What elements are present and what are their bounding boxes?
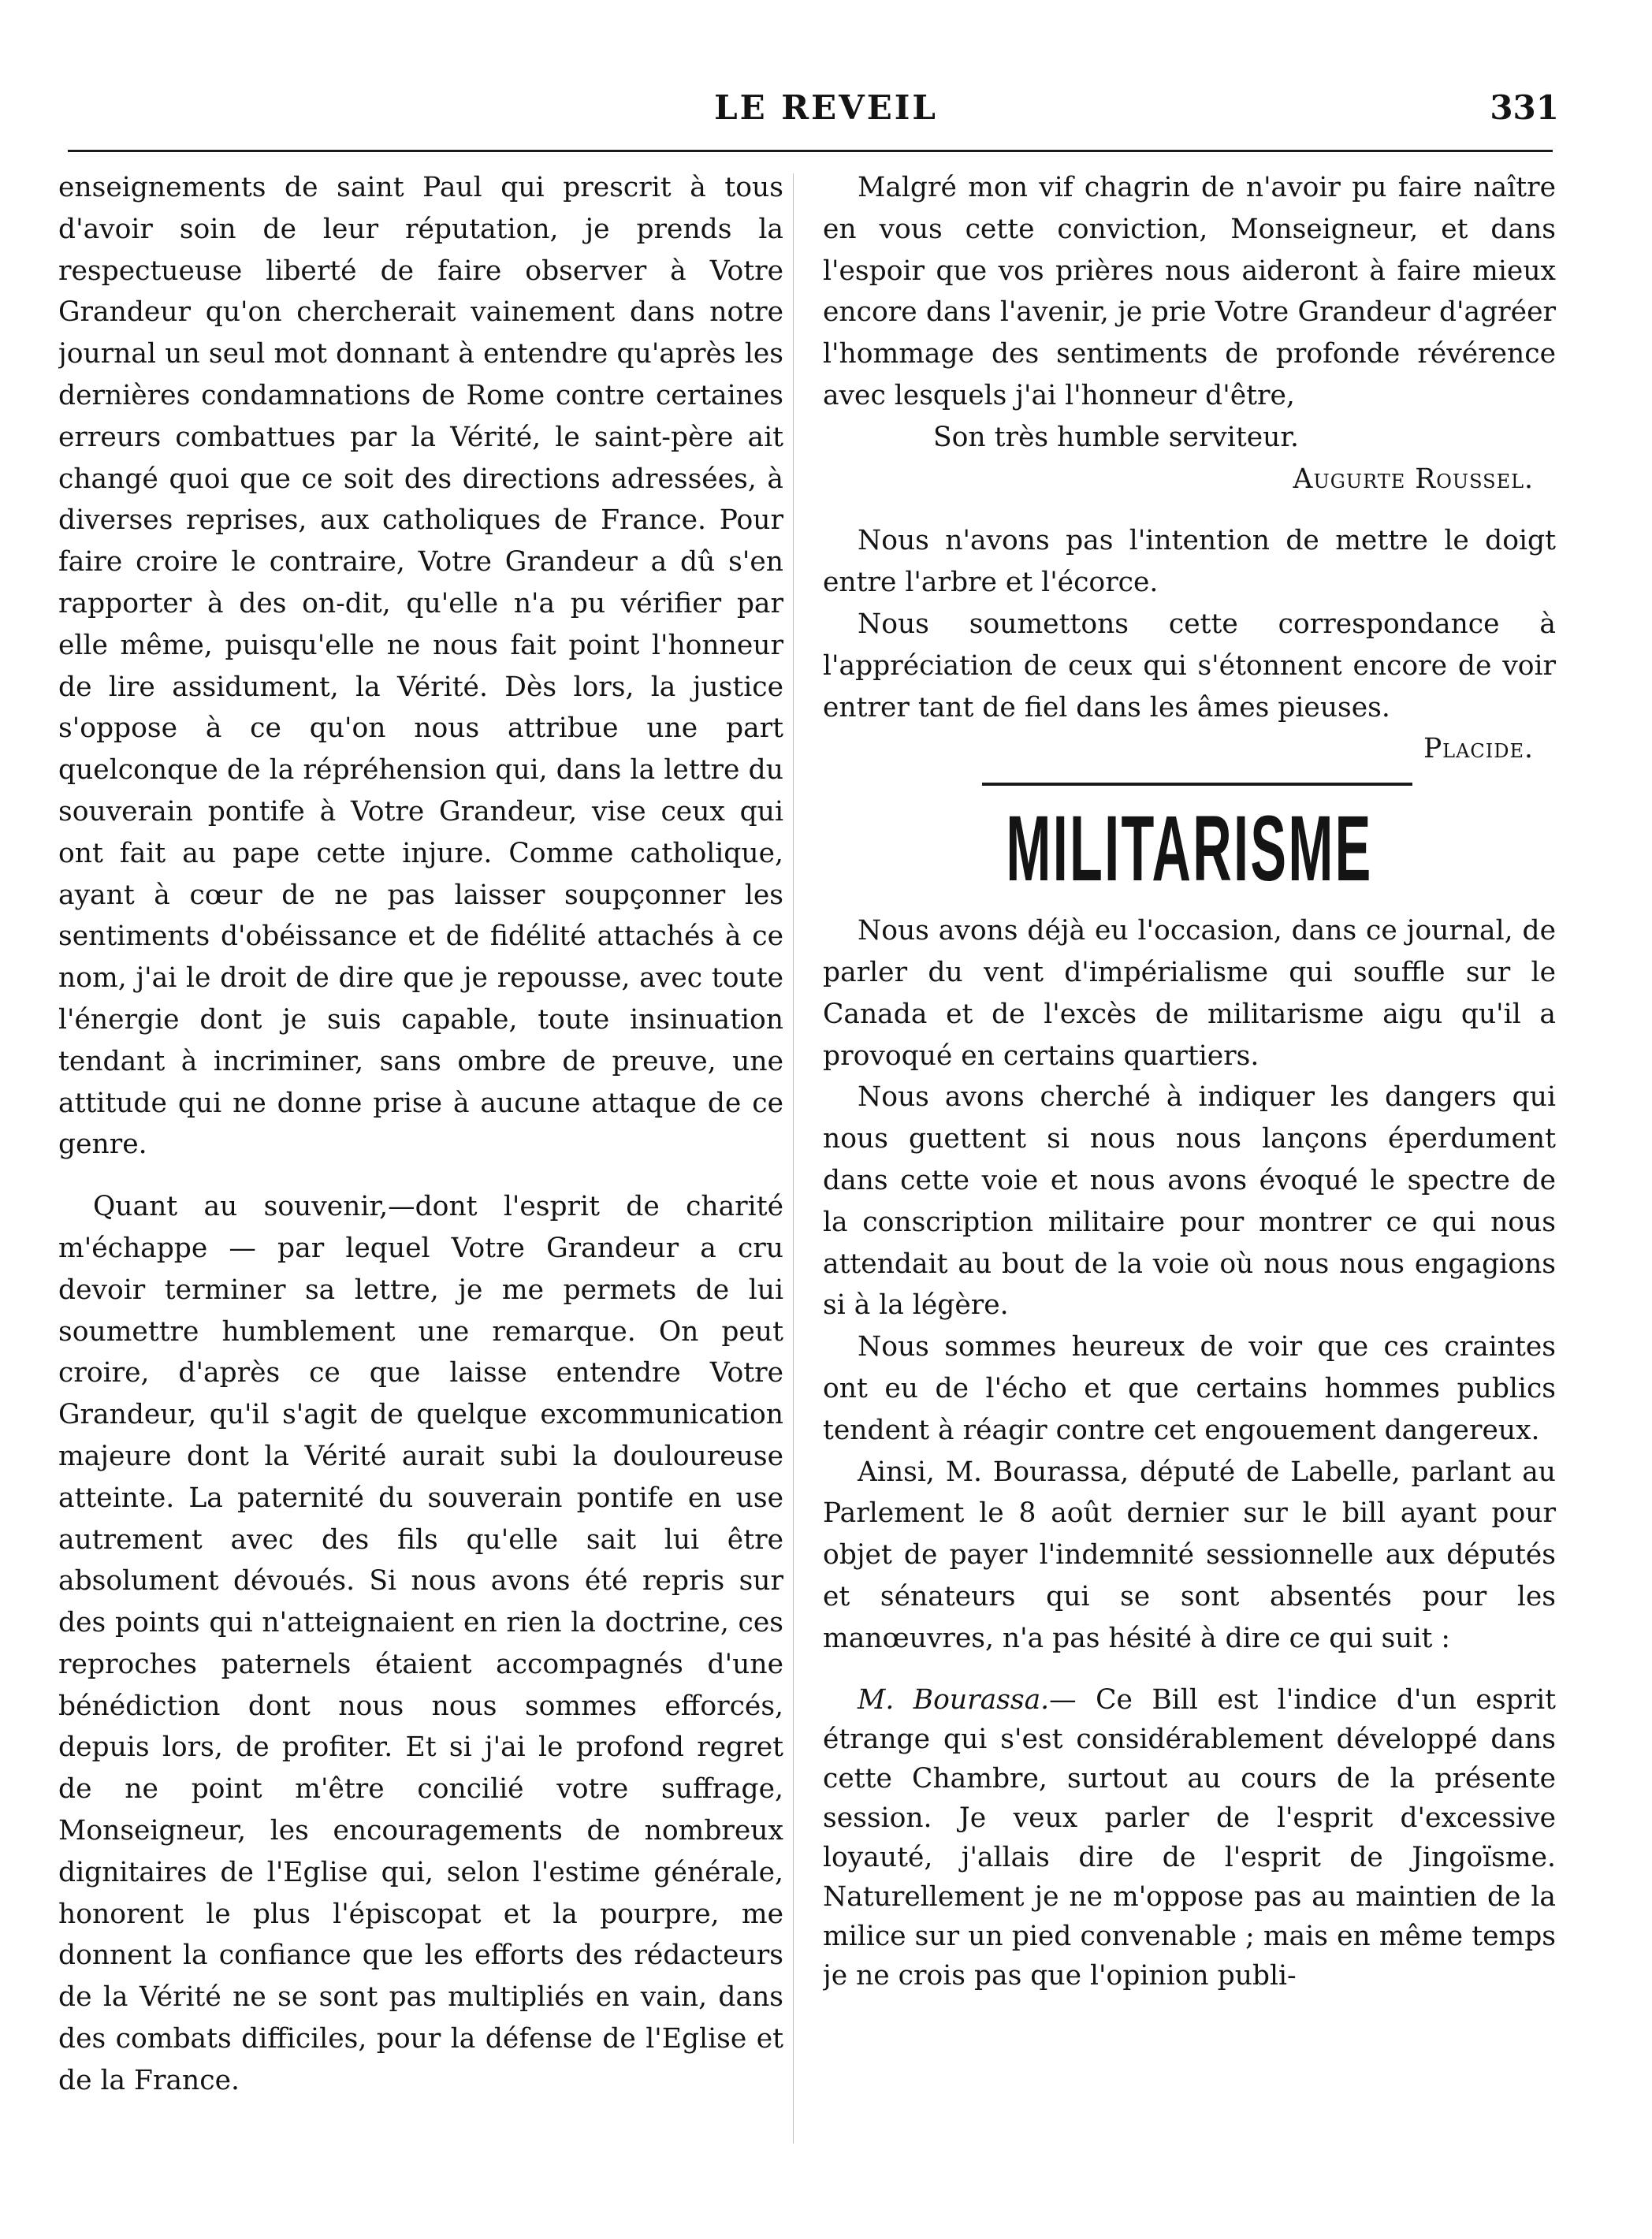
editorial-paragraph-2: Nous soumettons cette correspondance à l'appréciation de ceux qui s'étonnent encore de voir entrer tant de fiel dans les âmes pieuses. [823, 608, 1556, 723]
letter-signature: Augurte Roussel. [1293, 463, 1534, 495]
column-divider [793, 173, 794, 2144]
letter-closing-paragraph: Malgré mon vif chagrin de n'avoir pu faire naître en vous cette conviction, Monseigneur, et dans l'espoir que vos prières nous aideront à faire mieux encore dans l'avenir, je prie Votre Grandeur d'agréer l'hommage des sentiments de profonde révérence avec lesquels j'ai l'honneur d'être, [823, 172, 1556, 411]
article-paragraph-1: Nous avons déjà eu l'occasion, dans ce journal, de parler du vent d'impérialisme qui souffle sur le Canada et de l'excès de militarisme aigu qu'il a provoqué en certains quartiers. [823, 915, 1556, 1072]
letter-sign-off: Son très humble serviteur. [933, 421, 1299, 453]
editorial-signature: Placide. [1423, 733, 1534, 765]
quoted-speech [823, 1680, 1556, 1995]
page-number: 331 [1490, 88, 1559, 127]
left-column [58, 167, 783, 2185]
section-rule [982, 783, 1412, 786]
article-headline: MILITARISME [1006, 797, 1373, 902]
editorial-paragraph-1: Nous n'avons pas l'intention de mettre le doigt entre l'arbre et l'écorce. [823, 525, 1556, 599]
article-paragraph-3: Nous sommes heureux de voir que ces craintes ont eu de l'écho et que certains hommes publics tendent à réagir contre cet engouement dangereux. [823, 1331, 1556, 1446]
right-column [823, 167, 1556, 2185]
header-rule [68, 150, 1553, 152]
page-header-title: LE REVEIL [714, 88, 938, 127]
article-paragraph-2: Nous avons cherché à indiquer les dangers qui nous guettent si nous nous lançons éperdument dans cette voie et nous avons évoqué le spectre de la conscription militaire pour montrer ce qui nous attendait au bout de la voie où nous nous engagions si à la légère. [823, 1081, 1556, 1322]
left-paragraph-1: enseignements de saint Paul qui prescrit à tous d'avoir soin de leur réputation, je prends la respectueuse liberté de faire observer à Votre Grandeur qu'on chercherait vainement dans notre journal un seul mot donnant à entendre qu'après les dernières condamnations de Rome contre certaines erreurs combattues par la Vérité, le saint-père ait changé quoi que ce soit des directions adressées, à diverses reprises, aux catholiques de France. Pour faire croire le contraire, Votre Grandeur a dû s'en rapporter à des on-dit, qu'elle n'a pu vérifier par elle même, puisqu'elle ne nous fait point l'honneur de lire assidument, la Vérité. Dès lors, la justice s'oppose à ce qu'on nous attribue une part quelconque de la répréhension qui, dans la lettre du souverain pontife à Votre Grandeur, vise ceux qui ont fait au pape cette injure. Comme catholique, ayant à cœur de ne pas laisser soupçonner les sentiments d'obéissance et de fidélité attachés à ce nom, j'ai le droit de dire que je repousse, avec toute l'énergie dont je suis capable, toute insinuation tendant à incriminer, sans ombre de preuve, une attitude qui ne donne prise à aucune attaque de ce genre. [58, 172, 783, 1161]
speaker-name: M. Bourassa. [858, 1683, 1050, 1716]
speech-text: — Ce Bill est l'indice d'un esprit étrange qui s'est considérablement développé dans cette Chambre, surtout au cours de la présente session. Je veux parler de l'esprit d'excessive loyauté, j'allais dire de l'esprit de Jingoïsme. Naturellement je ne m'oppose pas au maintien de la milice sur un pied convenable ; mais en même temps je ne crois pas que l'opinion publi- [823, 1683, 1556, 1992]
article-paragraph-4: Ainsi, M. Bourassa, député de Labelle, parlant au Parlement le 8 août dernier sur le bill ayant pour objet de payer l'indemnité sessionnelle aux députés et sénateurs qui se sont absentés pour les manœuvres, n'a pas hésité à dire ce qui suit : [823, 1456, 1556, 1654]
left-paragraph-2: Quant au souvenir,—dont l'esprit de charité m'échappe — par lequel Votre Grandeur a cru devoir terminer sa lettre, je me permets de lui soumettre humblement une remarque. On peut croire, d'après ce que laisse entendre Votre Grandeur, qu'il s'agit de quelque excommunication majeure dont la Vérité aurait subi la douloureuse atteinte. La paternité du souverain pontife en use autrement avec des fils qu'elle sait lui être absolument dévoués. Si nous avons été repris sur des points qui n'atteignaient en rien la doctrine, ces reproches paternels étaient accompagnés d'une bénédiction dont nous nous sommes efforcés, depuis lors, de profiter. Et si j'ai le profond regret de ne point m'être concilié votre suffrage, Monseigneur, les encouragements de nombreux dignitaires de l'Eglise qui, selon l'estime générale, honorent le plus l'épiscopat et la pourpre, me donnent la confiance que les efforts des rédacteurs de la Vérité ne se sont pas multipliés en vain, dans des combats difficiles, pour la défense de l'Eglise et de la France. [58, 1191, 783, 2096]
